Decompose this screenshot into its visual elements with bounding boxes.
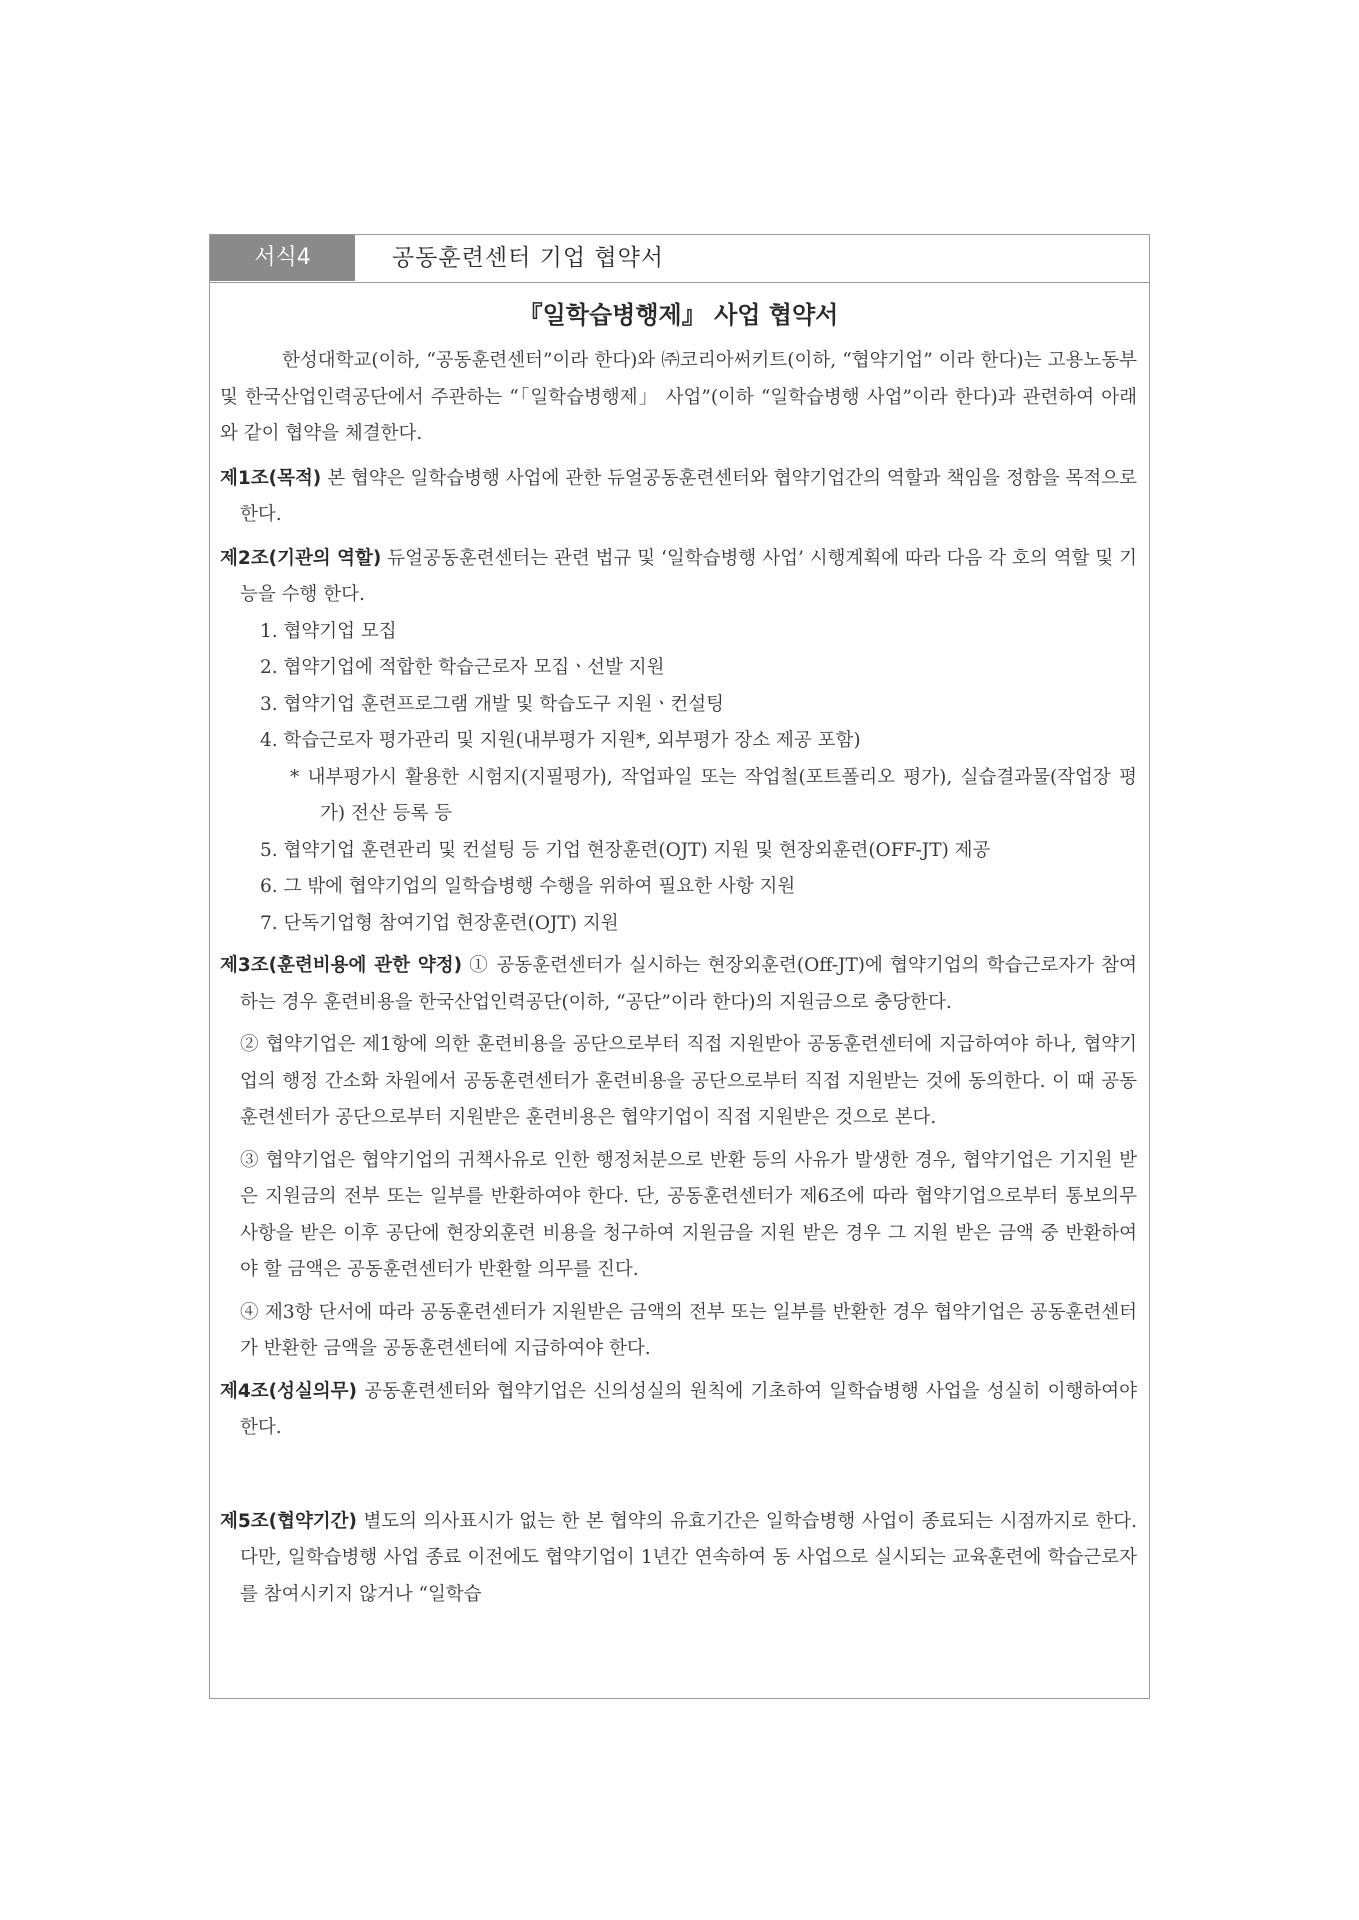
article-3-paragraph-3: ③ 협약기업은 협약기업의 귀책사유로 인한 행정처분으로 반환 등의 사유가 발생한 경우, 협약기업은 기지원 받은 지원금의 전부 또는 일부를 반환하여야 한다. 단, 공동훈련센터가 제6조에 따라 협약기업으로부터 통보의무 사항을 받은 이후 공단에 현장외훈련 비용을 청구하여 지원금을 지원 받은 경우 그 지원 받은 금액 중 반환하여야 할 금액은 공동훈련센터가 반환할 의무를 진다. xyxy=(240,1149,1137,1280)
article-3 xyxy=(220,948,1137,1368)
form-header xyxy=(210,235,1149,283)
list-item: 2. 협약기업에 적합한 학습근로자 모집ㆍ선발 지원 xyxy=(260,657,665,678)
article-2-text: 듀얼공동훈련센터는 관련 법규 및 ‘일학습병행 사업’ 시행계획에 따라 다음 각 호의 역할 및 기능을 수행 한다. xyxy=(240,547,1137,605)
agreement-form xyxy=(209,234,1150,1699)
list-item: 3. 협약기업 훈련프로그램 개발 및 학습도구 지원ㆍ컨설팅 xyxy=(260,693,724,715)
article-5-text: 별도의 의사표시가 없는 한 본 협약의 유효기간은 일학습병행 사업이 종료되는 시점까지로 한다. 다만, 일학습병행 사업 종료 이전에도 협약기업이 1년간 연속하여 동 사업으로 실시되는 교육훈련에 학습근로자를 참여시키지 않거나 “일학습 xyxy=(240,1510,1137,1605)
list-item: 1. 협약기업 모집 xyxy=(260,620,397,642)
blank-space xyxy=(220,1454,1137,1504)
article-3-paragraph-2: ② 협약기업은 제1항에 의한 훈련비용을 공단으로부터 직접 지원받아 공동훈련센터에 지급하여야 하나, 협약기업의 행정 간소화 차원에서 공동훈련센터가 훈련비용을 공단으로부터 직접 지원받는 것에 동의한다. 이 때 공동훈련센터가 공단으로부터 지원받은 훈련비용은 협약기업이 직접 지원받은 것으로 본다. xyxy=(240,1034,1137,1128)
list-item: 4. 학습근로자 평가관리 및 지원(내부평가 지원*, 외부평가 장소 제공 포함) xyxy=(260,730,861,751)
article-4 xyxy=(220,1374,1137,1447)
article-5-heading: 제5조(협약기간) xyxy=(220,1510,358,1532)
article-2-intro xyxy=(220,541,1137,614)
list-item: 6. 그 밖에 협약기업의 일학습병행 수행을 위하여 필요한 사항 지원 xyxy=(260,876,796,897)
article-3-heading: 제3조(훈련비용에 관한 약정) xyxy=(220,955,463,976)
intro-paragraph: 한성대학교(이하, “공동훈련센터”이라 한다)와 ㈜코리아써키트(이하, “협약기업” 이라 한다)는 고용노동부 및 한국산업인력공단에서 주관하는 “「일학습병행제」 사업”(이하 “일학습병행 사업”이라 한다)과 관련하여 아래와 같이 협약을 체결한다. xyxy=(220,350,1137,444)
article-1-heading: 제1조(목적) xyxy=(220,467,322,489)
list-item: 7. 단독기업형 참여기업 현장훈련(OJT) 지원 xyxy=(260,912,619,934)
document-body xyxy=(220,283,1137,1698)
article-1 xyxy=(220,461,1137,534)
article-2 xyxy=(220,541,1137,943)
article-2-heading: 제2조(기관의 역할) xyxy=(220,547,382,569)
form-header-title: 공동훈련센터 기업 협약서 xyxy=(392,245,665,271)
article-4-text: 공동훈련센터와 협약기업은 신의성실의 원칙에 기초하여 일학습병행 사업을 성실히 이행하여야 한다. xyxy=(240,1380,1137,1438)
article-4-heading: 제4조(성실의무) xyxy=(220,1380,358,1402)
article-5 xyxy=(220,1504,1137,1614)
article-3-text: ① 공동훈련센터가 실시하는 현장외훈련(Off-JT)에 협약기업의 학습근로자가 참여하는 경우 훈련비용을 한국산업인력공단(이하, “공단”이라 한다)의 지원금으로 충당한다. xyxy=(240,955,1138,1013)
document-title: 『일학습병행제』 사업 협약서 xyxy=(518,301,839,329)
article-3-intro xyxy=(220,948,1137,1021)
article-1-text: 본 협약은 일학습병행 사업에 관한 듀얼공동훈련센터와 협약기업간의 역할과 책임을 정함을 목적으로 한다. xyxy=(240,467,1137,525)
article-3-paragraph-4: ④ 제3항 단서에 따라 공동훈련센터가 지원받은 금액의 전부 또는 일부를 반환한 경우 협약기업은 공동훈련센터가 반환한 금액을 공동훈련센터에 지급하여야 한다. xyxy=(240,1301,1137,1359)
footnote-item: * 내부평가시 활용한 시험지(지필평가), 작업파일 또는 작업철(포트폴리오 평가), 실습결과물(작업장 평가) 전산 등록 등 xyxy=(290,766,1137,824)
form-number-tag: 서식4 xyxy=(210,235,355,281)
list-item: 5. 협약기업 훈련관리 및 컨설팅 등 기업 현장훈련(OJT) 지원 및 현장외훈련(OFF-JT) 제공 xyxy=(260,839,991,861)
